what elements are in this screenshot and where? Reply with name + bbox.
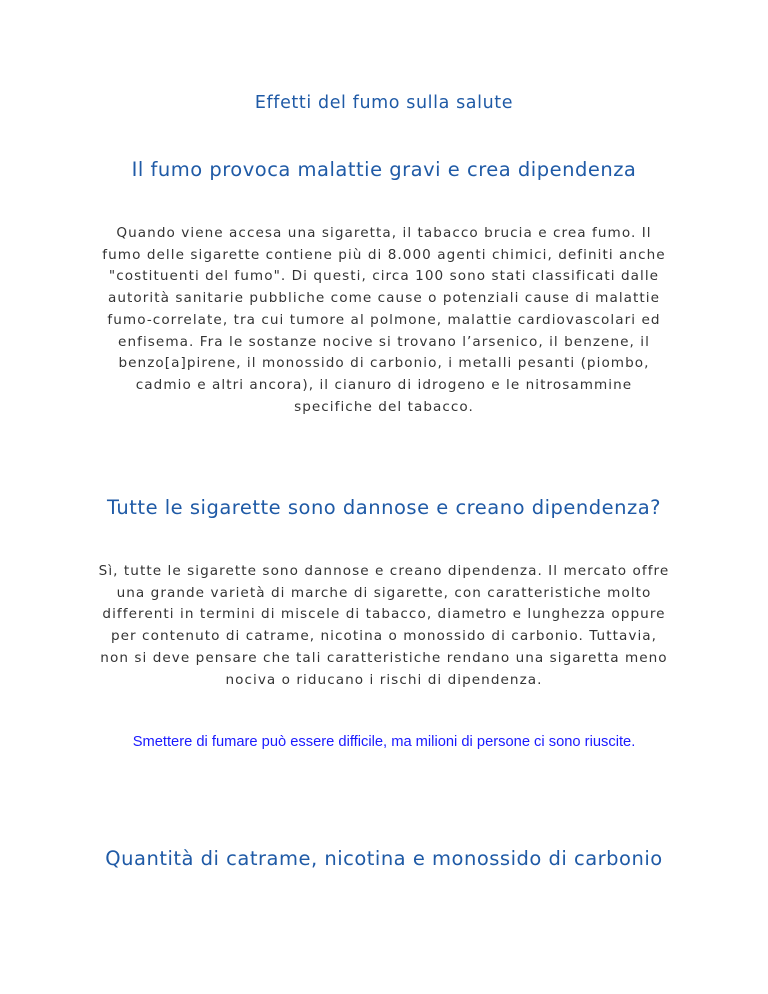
section-heading-serious-diseases: Il fumo provoca malattie gravi e crea dipendenza	[131, 158, 637, 181]
section-body-cigarette-varieties: Sì, tutte le sigarette sono dannose e creano dipendenza. Il mercato offre una grande varietà di marche di sigarette, con caratteristiche molto differenti in termini di miscele di tabacco, diametro e lunghezza oppure per contenuto di catrame, nicotina o monossido di carbonio. Tuttavia, non si deve pensare che tali caratteristiche rendano una sigaretta meno nociva o riducano i rischi di dipendenza.	[98, 563, 670, 688]
section-heading-all-cigarettes-harmful: Tutte le sigarette sono dannose e creano dipendenza?	[106, 496, 662, 519]
quit-smoking-link[interactable]: Smettere di fumare può essere difficile, ma milioni di persone ci sono riuscite.	[132, 734, 636, 750]
section-body-smoke-constituents: Quando viene accesa una sigaretta, il tabacco brucia e crea fumo. Il fumo delle sigarette contiene più di 8.000 agenti chimici, definiti anche "costituenti del fumo". Di questi, circa 100 sono stati classificati dalle autorità sanitarie pubbliche come cause o potenziali cause di malattie fumo-correlate, tra cui tumore al polmone, malattie cardiovascolari ed enfisema. Fra le sostanze nocive si trovano l’arsenico, il benzene, il benzo[a]pirene, il monossido di carbonio, i metalli pesanti (piombo, cadmio e altri ancora), il cianuro di idrogeno e le nitrosammine specifiche del tabacco.	[102, 225, 666, 415]
quit-smoking-paragraph	[96, 732, 672, 753]
section-heading-tar-nicotine-co: Quantità di catrame, nicotina e monossido di carbonio	[105, 847, 663, 870]
document-title: Effetti del fumo sulla salute	[254, 93, 514, 113]
